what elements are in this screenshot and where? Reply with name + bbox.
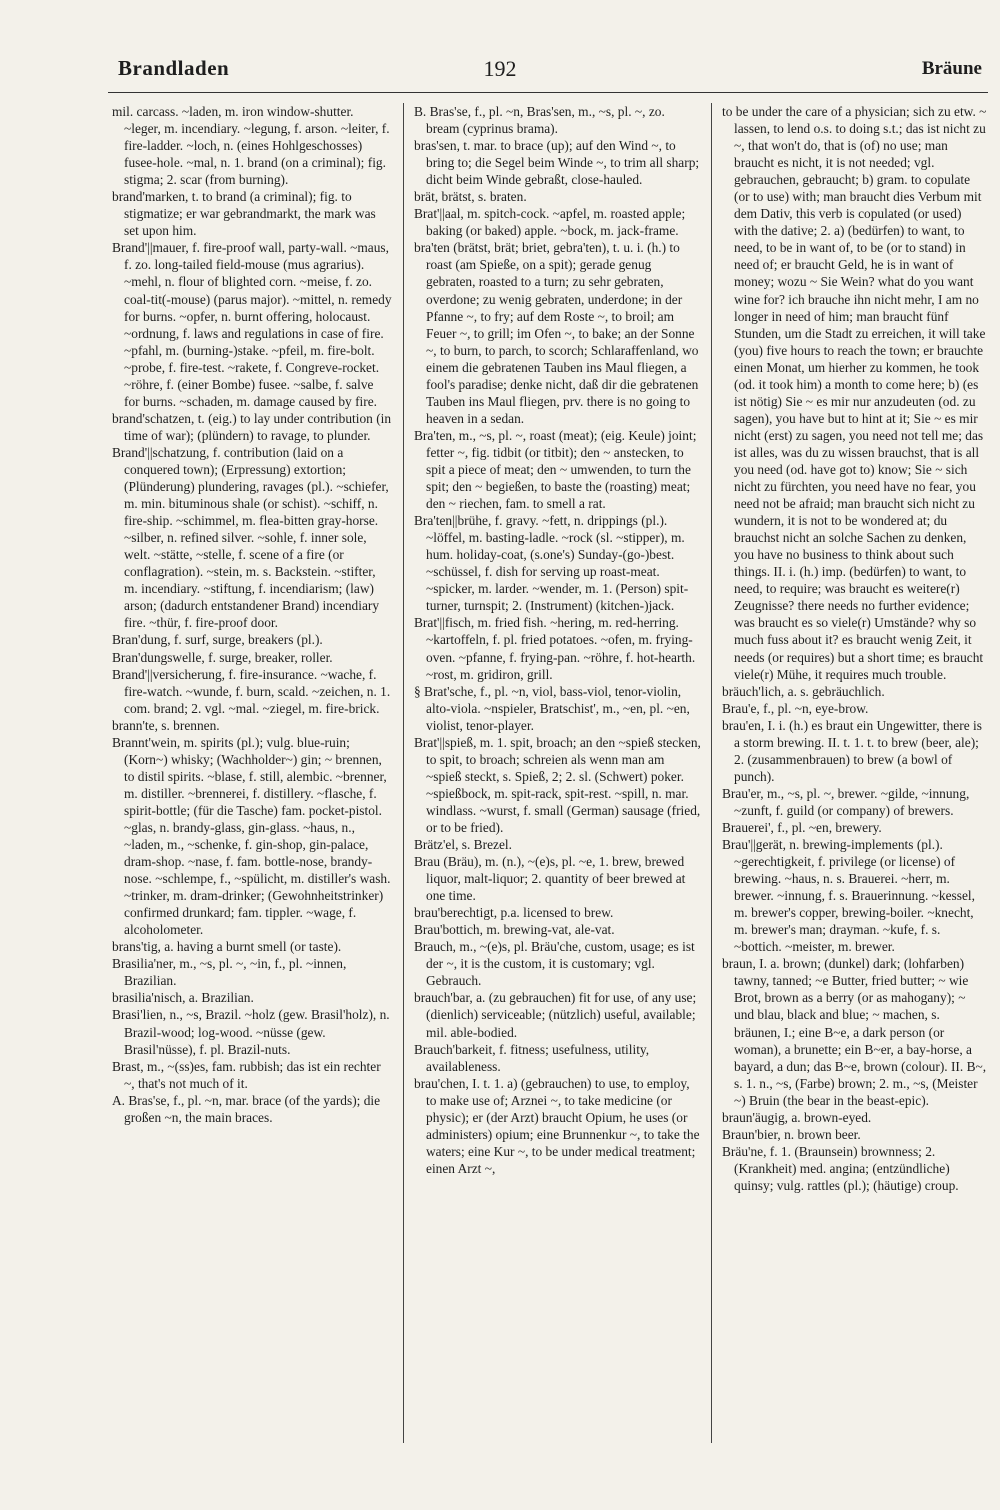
dictionary-entry: bras'sen, t. mar. to brace (up); auf den Wind ~, to bring to; die Segel beim Winde ~, to trim all sharp; dicht beim Winde gebraßt, close-hauled.: [414, 138, 700, 188]
dictionary-entry: brau'chen, I. t. 1. a) (gebrauchen) to use, to employ, to make use of; Arznei ~, to take medicine (or physic); er (der Arzt) braucht Opium, he uses (or administers) opium; eine Brunnenkur ~, to take the waters; eine Kur ~, to be under medical treatment; einen Arzt ~,: [414, 1075, 700, 1176]
running-head-left: Brandladen: [118, 56, 230, 80]
dictionary-entry: Brand'||schatzung, f. contribution (laid on a conquered town); (Erpressung) extortion; (Plünderung) plundering, ravages (pl.). ~schiefer, m. min. bituminous shale (or schist). ~schiff, n. fire-ship. ~schimmel, m. flea-bitten gray-horse. ~silber, n. refined silver. ~sohle, f. inner sole, welt. ~stätte, ~stelle, f. scene of a fire (or conflagration). ~stein, m. s. Backstein. ~stifter, m. incendiary. ~stiftung, f. incendiarism; (law) arson; (dadurch entstandener Brand) incendiary fire. ~thür, f. fire-proof door.: [112, 444, 389, 631]
dictionary-entry: brauch'bar, a. (zu gebrauchen) fit for use, of any use; (dienlich) serviceable; (nützlich) useful, available; mil. able-bodied.: [414, 990, 697, 1040]
dictionary-entry: Brand'||mauer, f. fire-proof wall, party-wall. ~maus, f. zo. long-tailed field-mouse (mus agrarius). ~mehl, n. flour of blighted corn. ~meise, f. zo. coal-tit(-mouse) (parus major). ~mittel, n. remedy for burns. ~opfer, n. burnt offering, holocaust. ~ordnung, f. laws and regulations in case of fire. ~pfahl, m. (burning-)stake. ~pfeil, m. fire-bolt. ~probe, f. fire-test. ~rakete, f. Congreve-rocket. ~röhre, f. (einer Bombe) fusee. ~salbe, f. salve for burns. ~schaden, m. damage caused by fire.: [112, 240, 392, 409]
dictionary-entry: B. Bras'se, f., pl. ~n, Bras'sen, m., ~s, pl. ~, zo. bream (cyprinus brama).: [414, 104, 665, 137]
dictionary-entry: Brau (Bräu), m. (n.), ~(e)s, pl. ~e, 1. brew, brewed liquor, malt-liquor; 2. quantity of beer brewed at one time.: [414, 854, 686, 904]
dictionary-entry: braun'äugig, a. brown-eyed.: [722, 1109, 872, 1125]
dictionary-entry: Brasilia'ner, m., ~s, pl. ~, ~in, f., pl. ~innen, Brazilian.: [112, 956, 347, 989]
dictionary-entry: Brat'||aal, m. spitch-cock. ~apfel, m. roasted apple; baking (or baked) apple. ~bock, m. jack-frame.: [414, 206, 686, 239]
dictionary-entry: Brand'||versicherung, f. fire-insurance. ~wache, f. fire-watch. ~wunde, f. burn, scald. ~zeichen, n. 1. com. brand; 2. vgl. ~mal. ~ziegel, m. fire-brick.: [112, 666, 391, 716]
dictionary-entry: bra'ten (brätst, brät; briet, gebra'ten), t. u. i. (h.) to roast (am Spieße, on a spit); gerade genug gebraten, roasted to a turn; zu sehr gebraten, overdone; zu wenig gebraten, underdone; in der Pfanne ~, to fry; auf dem Roste ~, to broil; am Feuer ~, to grill; im Ofen ~, to bake; an der Sonne ~, to burn, to parch, to scorch; Schlaraffenland, wo einem die gebratenen Tauben ins Maul fliegen, a fool's paradise; denke nicht, daß dir die gebratenen Tauben ins Maul fliegen, prv. there is no going to heaven in a sedan.: [414, 240, 699, 426]
dictionary-entry: braun, I. a. brown; (dunkel) dark; (lohfarben) tawny, tanned; ~e Butter, fried butter; ~ wie Brot, brown as a berry (or as mahogany); ~ und blau, black and blue; ~ machen, s. bräunen, I.; eine B~e, a dark person (or woman), a brunette; ein B~er, a bay-horse, a bayard, a dun; das B~e, brown (colour). II. B~, s. 1. n., ~s, (Farbe) brown; 2. m., ~s, (Meister ~) Bruin (the bear in the beast-epic).: [722, 956, 987, 1108]
dictionary-entry: to be under the care of a physician; sich zu etw. ~ lassen, to lend o.s. to doing s.t.; das ist nicht zu ~, that won't do, that is (of) no use; man braucht es nicht, it is not needed; vgl. gebrauchen, gebraucht; b) gram. to copulate (or to use) with; man braucht dies Verbum mit dem Dativ, this verb is copulated (or used) with the dative; 2. a) (bedürfen) to want, to need, to be in want of, to be (or to stand) in need of; er braucht Geld, he is in want of money; wozu ~ Sie Wein? what do you want wine for? ich brauche ihn nicht mehr, I am no longer in need of him; man braucht fünf Stunden, um die Stadt zu erreichen, it will take (you) five hours to reach the town; er brauchte einen Monat, um hierher zu kommen, he took (od. it took him) a month to come here; b) (es ist nötig) Sie ~ es mir nur anzudeuten (od. zu sagen), you have but to hint at it; Sie ~ es mir nicht (erst) zu sagen, you need not tell me; das ist alles, was du zu wissen brauchst, that is all you need (od. have got to) know; Sie ~ sich nicht zu fürchten, you need have no fear, you need not be afraid; man braucht sich nicht zu wundern, it is not to be wondered at; du brauchst nicht an solche Sachen zu denken, you have no business to think about such things. II. i. (h.) imp. (bedürfen) to want, to need, to require; was braucht es weitere(r) Zeugnisse? there needs no further evidence; was braucht es so viele(r) Umstände? why so much fuss about it? es braucht wenig Zeit, it needs (or requires) but a short time; es braucht viele(r) Mühe, it requires much trouble.: [722, 104, 987, 682]
dictionary-entry: brand'schatzen, t. (eig.) to lay under contribution (in time of war); (plündern) to ravage, to plunder.: [112, 410, 392, 443]
dictionary-entry: Brannt'wein, m. spirits (pl.); vulg. blue-ruin; (Korn~) whisky; (Wachholder~) gin; ~ brennen, to distil spirits. ~blase, f. still, alembic. ~brenner, m. distiller. ~brennerei, f. distillery. ~flasche, f. spirit-bottle; (für die Tasche) fam. pocket-pistol. ~glas, n. brandy-glass, gin-glass. ~haus, n., ~laden, m., ~schenke, f. gin-shop, gin-palace, dram-shop. ~nase, f. fam. bottle-nose, brandy-nose. ~schlempe, f., ~spülicht, m. distiller's wash. ~trinker, m. dram-drinker; (Gewohnheitstrinker) confirmed drunkard; fam. tippler. ~wage, f. alcoholometer.: [112, 734, 391, 938]
dictionary-entry: brau'en, I. i. (h.) es braut ein Ungewitter, there is a storm brewing. II. t. 1. t. to brew (beer, ale); 2. (zusammenbrauen) to brew (a bowl of punch).: [722, 717, 982, 784]
page-number: 192: [483, 56, 517, 81]
dictionary-entry: Brauch, m., ~(e)s, pl. Bräu'che, custom, usage; es ist der ~, it is the custom, it is customary; vgl. Gebrauch.: [414, 939, 695, 989]
column-1: [112, 103, 392, 1443]
column-3: [722, 103, 988, 1443]
header-rule: [108, 92, 988, 93]
dictionary-entry: A. Bras'se, f., pl. ~n, mar. brace (of the yards); die großen ~n, the main braces.: [112, 1092, 381, 1125]
dictionary-entry: brät, brätst, s. braten.: [414, 189, 527, 205]
dictionary-entry: Brau'bottich, m. brewing-vat, ale-vat.: [414, 922, 615, 938]
page-header: [0, 56, 1000, 90]
dictionary-entry: brans'tig, a. having a burnt smell (or taste).: [112, 939, 342, 955]
dictionary-entry: Bra'ten||brühe, f. gravy. ~fett, n. drippings (pl.). ~löffel, m. basting-ladle. ~rock (sl. ~stipper), m. hum. holiday-coat, (s.one's) Sunday-(go-)best. ~schüssel, f. dish for serving up roast-meat. ~spicker, m. larder. ~wender, m. 1. (Person) spit-turner, turnspit; 2. (Instrument) (kitchen-)jack.: [414, 513, 689, 614]
dictionary-entry: Brauerei', f., pl. ~en, brewery.: [722, 819, 882, 835]
dictionary-entry: Brau'||gerät, n. brewing-implements (pl.). ~gerechtigkeit, f. privilege (or license) of brewing. ~haus, n. s. Brauerei. ~herr, m. brewer. ~innung, f. s. Brauerinnung. ~kessel, m. brewer's copper, brewing-boiler. ~knecht, m. brewer's man; drayman. ~kufe, f. s. ~bottich. ~meister, m. brewer.: [722, 837, 975, 955]
dictionary-entry: mil. carcass. ~laden, m. iron window-shutter. ~leger, m. incendiary. ~legung, f. arson. ~leiter, f. fire-ladder. ~loch, n. (eines Hohlgeschosses) fusee-hole. ~mal, n. 1. brand (on a criminal); fig. stigma; 2. scar (from burning).: [112, 104, 390, 188]
dictionary-entry: Bran'dung, f. surf, surge, breakers (pl.).: [112, 632, 323, 648]
dictionary-entry: brasilia'nisch, a. Brazilian.: [112, 990, 254, 1006]
dictionary-entry: brann'te, s. brennen.: [112, 717, 220, 733]
dictionary-entry: Brauch'barkeit, f. fitness; usefulness, utility, availableness.: [414, 1041, 650, 1074]
running-head-right: Bräune: [921, 58, 982, 79]
dictionary-entry: brau'berechtigt, p.a. licensed to brew.: [414, 905, 614, 921]
column-2: [414, 103, 701, 1443]
dictionary-entry: Bräu'ne, f. 1. (Braunsein) brownness; 2. (Krankheit) med. angina; (entzündliche) quinsy; vulg. rattles (pl.); (häutige) croup.: [722, 1143, 959, 1193]
dictionary-entry: Brasi'lien, n., ~s, Brazil. ~holz (gew. Brasil'holz), n. Brazil-wood; log-wood. ~nüsse (gew. Brasil'nüsse), f. pl. Brazil-nuts.: [112, 1007, 390, 1057]
dictionary-entry: Bra'ten, m., ~s, pl. ~, roast (meat); (eig. Keule) joint; fetter ~, fig. tidbit (or titbit); den ~ anstecken, to spit a piece of meat; den ~ umwenden, to turn the spit; den ~ begießen, to baste the (roasting) meat; den ~ riechen, fam. to smell a rat.: [414, 427, 697, 512]
dictionary-entry: brand'marken, t. to brand (a criminal); fig. to stigmatize; er war gebrandmarkt, the mark was set upon him.: [112, 189, 376, 239]
dictionary-entry: Brat'||fisch, m. fried fish. ~hering, m. red-herring. ~kartoffeln, f. pl. fried potatoes. ~ofen, m. frying-oven. ~pfanne, f. frying-pan. ~röhre, f. hot-hearth. ~rost, m. gridiron, grill.: [414, 615, 696, 682]
dictionary-entry: Braun'bier, n. brown beer.: [722, 1126, 861, 1142]
dictionary-entry: Brast, m., ~(ss)es, fam. rubbish; das ist ein rechter ~, that's not much of it.: [112, 1058, 381, 1091]
dictionary-entry: Brätz'el, s. Brezel.: [414, 837, 512, 853]
dictionary-entry: Brat'||spieß, m. 1. spit, broach; an den ~spieß stecken, to spit, to broach; schreien als wenn man am ~spieß steckt, s. Spieß, 2; 2. sl. (Schwert) poker. ~spießbock, m. spit-rack, spit-rest. ~spill, n. mar. windlass. ~wurst, f. small (German) sausage (fried, or to be fried).: [414, 734, 701, 835]
dictionary-entry: § Brat'sche, f., pl. ~n, viol, bass-viol, tenor-violin, alto-viola. ~nspieler, Bratschist', m., ~en, pl. ~en, violist, tenor-player.: [414, 683, 690, 733]
dictionary-entry: Brau'er, m., ~s, pl. ~, brewer. ~gilde, ~innung, ~zunft, f. guild (or company) of brewers.: [722, 785, 970, 818]
column-divider: [711, 103, 712, 1443]
column-divider: [403, 103, 404, 1443]
dictionary-entry: bräuch'lich, a. s. gebräuchlich.: [722, 683, 885, 699]
dictionary-entry: Bran'dungswelle, f. surge, breaker, roller.: [112, 649, 333, 665]
dictionary-entry: Brau'e, f., pl. ~n, eye-brow.: [722, 700, 869, 716]
